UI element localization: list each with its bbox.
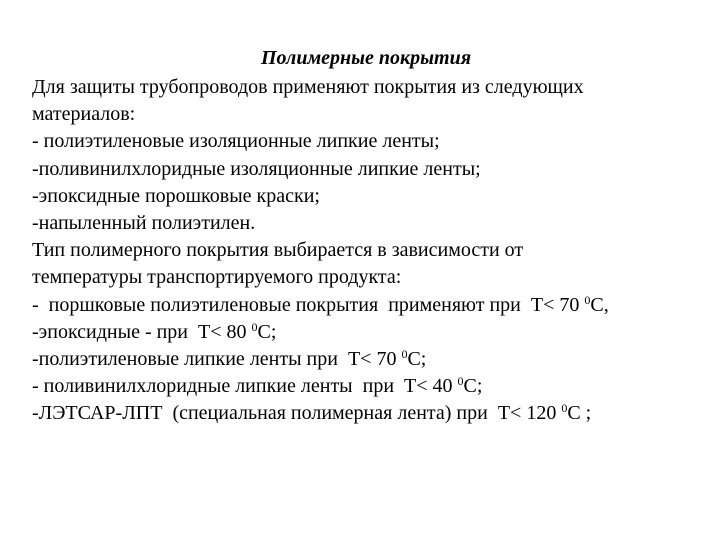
bullet-line: - полиэтиленовые изоляционные липкие ленты; xyxy=(32,130,440,153)
line-unit: С; xyxy=(463,375,483,398)
text-line: Для защиты трубопроводов применяют покрытия из следующих xyxy=(32,76,584,98)
temperature-line xyxy=(32,400,712,427)
bullet-line: -поливинилхлоридные изоляционные липкие ленты; xyxy=(32,157,481,180)
degree-superscript: 0 xyxy=(401,347,408,362)
line-text: - поливинилхлоридные липкие ленты при T< 40 xyxy=(32,375,458,398)
line-text: - поршковые полиэтиленовые покрытия применяют при T< 70 xyxy=(32,293,585,316)
text-line: температуры транспортируемого продукта: xyxy=(32,266,402,289)
bullet-line: -эпоксидные порошковые краски; xyxy=(32,184,320,207)
text-line: материалов: xyxy=(32,103,136,126)
slide-title: Полимерные покрытия xyxy=(261,47,471,69)
temperature-line xyxy=(32,373,712,400)
line-unit: С ; xyxy=(567,402,592,425)
degree-superscript: 0 xyxy=(457,374,464,389)
slide-body xyxy=(32,74,712,428)
line-unit: С; xyxy=(257,320,277,343)
line-text: -эпоксидные - при T< 80 xyxy=(32,320,252,343)
text-line: Тип полимерного покрытия выбирается в зависимости от xyxy=(32,239,524,262)
degree-superscript: 0 xyxy=(561,401,568,416)
bullet-line: -напыленный полиэтилен. xyxy=(32,212,256,235)
temperature-line xyxy=(32,319,712,346)
temperature-line xyxy=(32,292,712,319)
line-text: -полиэтиленовые липкие ленты при T< 70 xyxy=(32,348,402,371)
temperature-line xyxy=(32,346,712,373)
line-text: -ЛЭТСАР-ЛПТ (специальная полимерная лента) при T< 120 xyxy=(32,402,562,425)
degree-superscript: 0 xyxy=(251,319,258,334)
degree-superscript: 0 xyxy=(584,292,591,307)
line-unit: С, xyxy=(590,293,609,316)
line-unit: С; xyxy=(407,348,427,371)
